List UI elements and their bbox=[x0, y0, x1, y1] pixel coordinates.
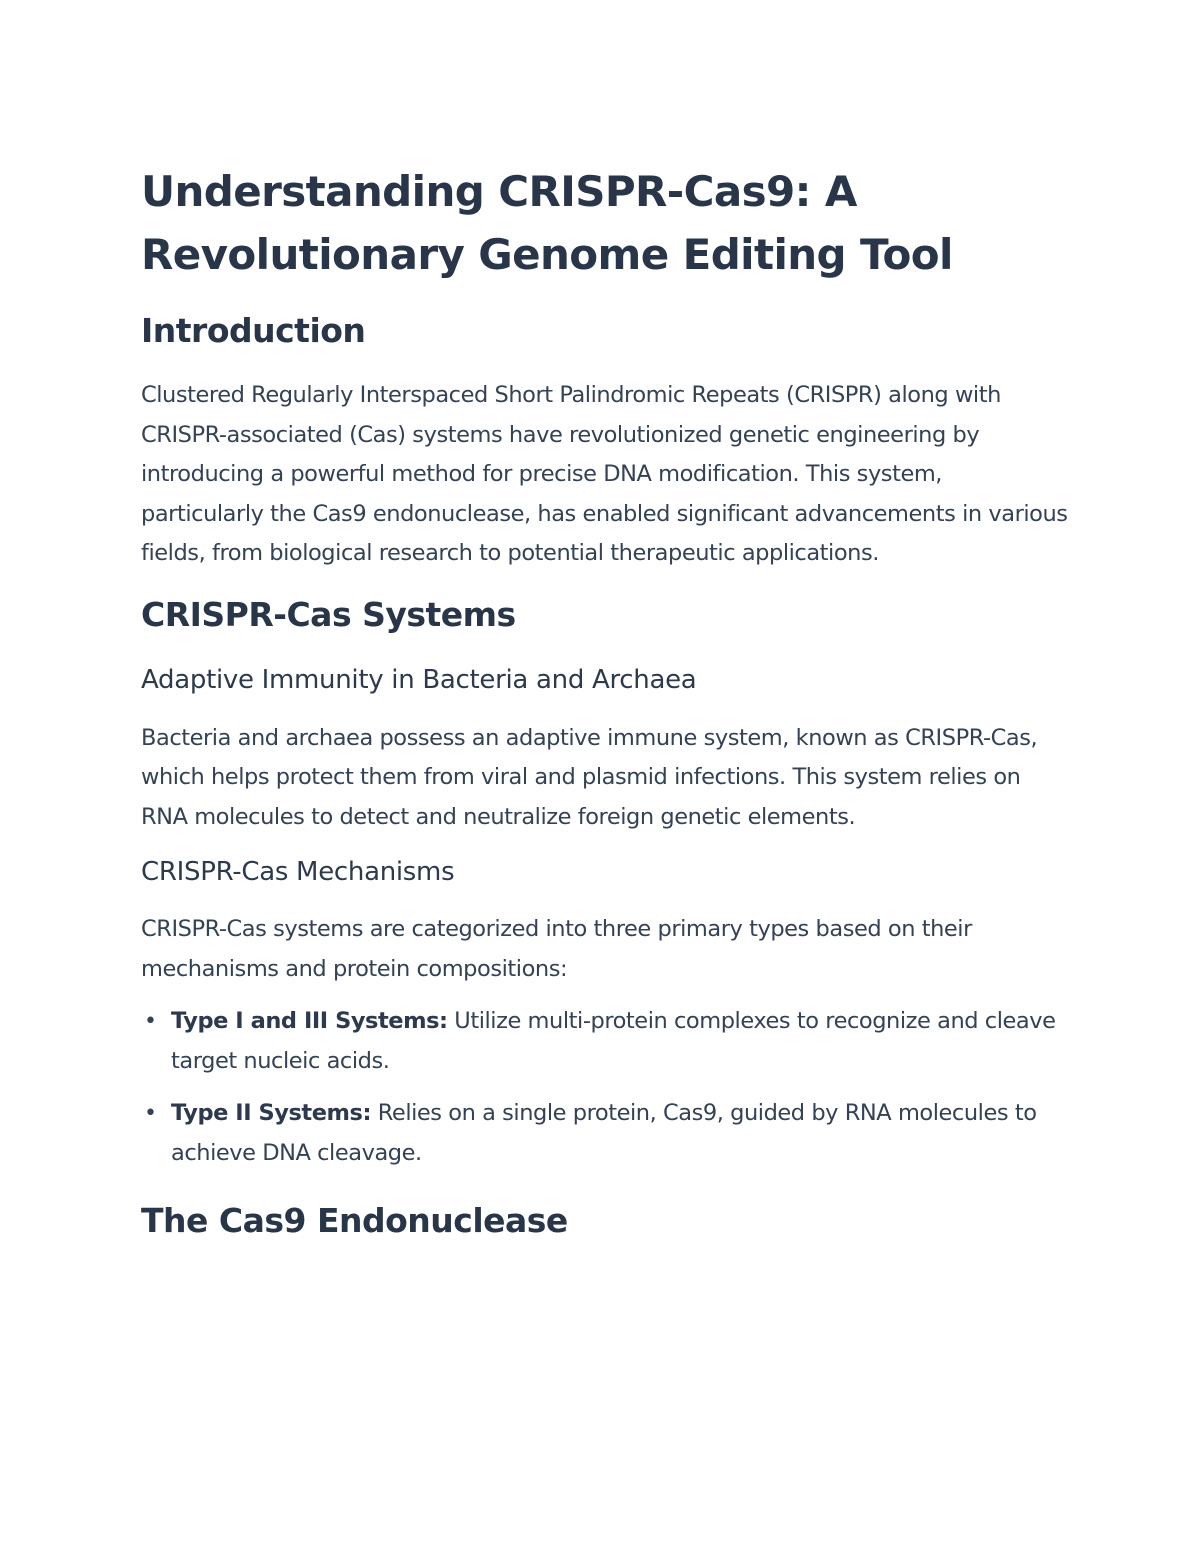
bullet-icon: • bbox=[144, 1101, 157, 1126]
crispr-cas-systems-heading: CRISPR-Cas Systems bbox=[141, 594, 516, 634]
introduction-paragraph: Clustered Regularly Interspaced Short Palindromic Repeats (CRISPR) along with CRISPR-associated (Cas) systems have revolutionized genetic engineering by introducing a powerful method for precise DNA modification. This system, particularly the Cas9 endonuclease, has enabled significant advancements in various fields, from biological research to potential therapeutic applications. bbox=[141, 382, 1068, 566]
cas9-endonuclease-heading: The Cas9 Endonuclease bbox=[141, 1201, 568, 1240]
crispr-cas-mechanisms-paragraph: CRISPR-Cas systems are categorized into three primary types based on their mechanisms and protein compositions: bbox=[141, 916, 972, 982]
document-page bbox=[141, 160, 1071, 1242]
adaptive-immunity-heading: Adaptive Immunity in Bacteria and Archaea bbox=[141, 664, 697, 695]
list-item-term: Type II Systems: bbox=[171, 1100, 372, 1126]
document-title: Understanding CRISPR-Cas9: A Revolutionary Genome Editing Tool bbox=[141, 167, 953, 279]
introduction-heading: Introduction bbox=[141, 311, 366, 350]
bullet-icon: • bbox=[144, 1009, 157, 1034]
list-item bbox=[141, 1094, 1071, 1173]
list-item-term: Type I and III Systems: bbox=[171, 1008, 448, 1034]
list-item bbox=[141, 1002, 1071, 1081]
list-item-text: Relies on a single protein, Cas9, guided by RNA molecules to achieve DNA cleavage. bbox=[171, 1100, 1037, 1166]
list-item-text: Utilize multi-protein complexes to recognize and cleave target nucleic acids. bbox=[171, 1008, 1056, 1074]
crispr-cas-mechanisms-heading: CRISPR-Cas Mechanisms bbox=[141, 857, 455, 887]
adaptive-immunity-paragraph: Bacteria and archaea possess an adaptive immune system, known as CRISPR-Cas, which helps protect them from viral and plasmid infections. This system relies on RNA molecules to detect and neutralize foreign genetic elements. bbox=[141, 724, 1038, 830]
system-types-list bbox=[141, 1002, 1071, 1173]
